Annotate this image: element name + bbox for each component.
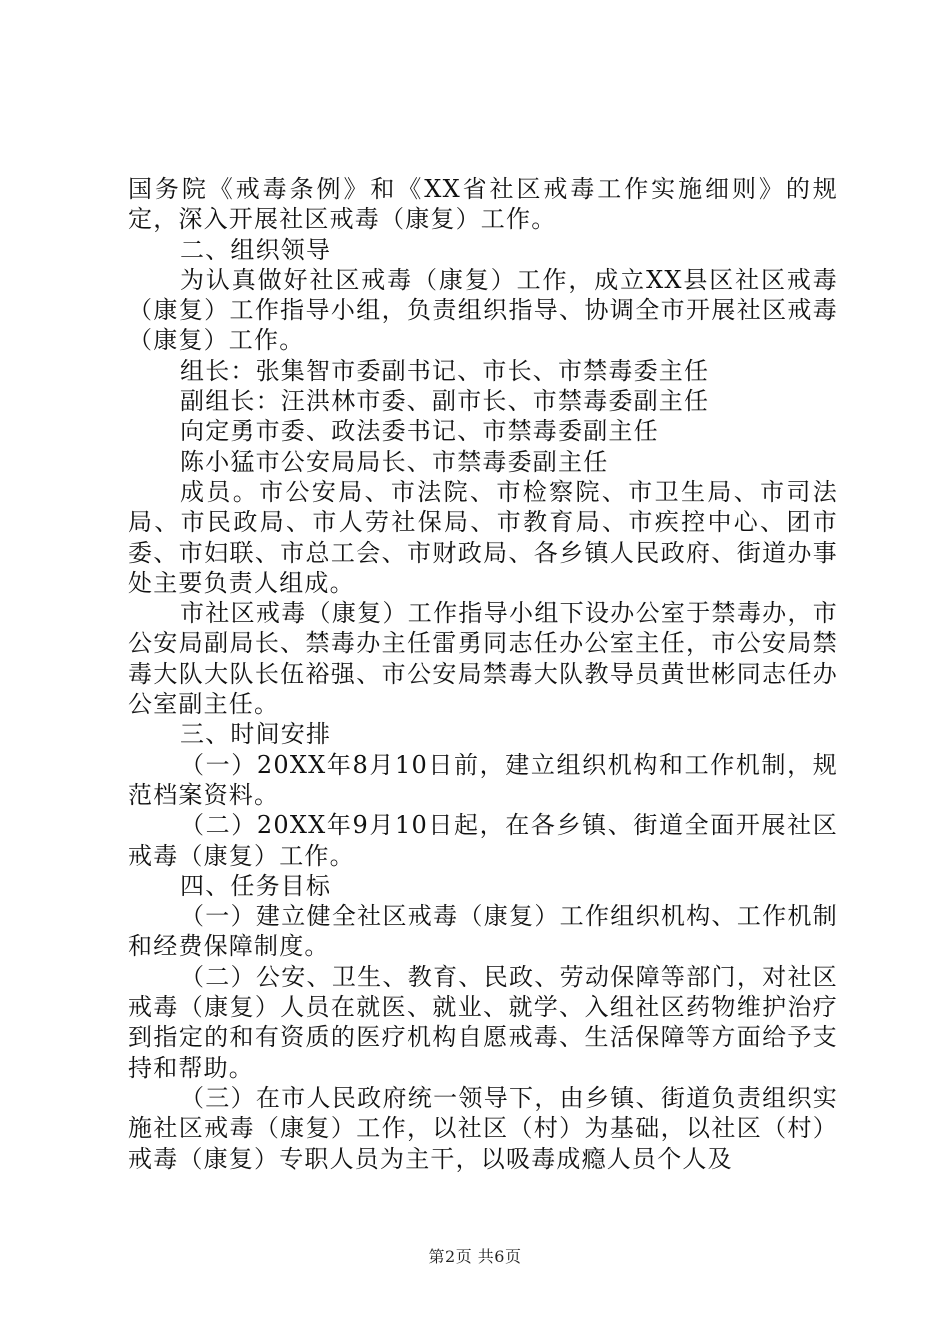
goal-item-1: （一）建立健全社区戒毒（康复）工作组织机构、工作机制和经费保障制度。 [128, 902, 838, 961]
paragraph-1: 国务院《戒毒条例》和《XX省社区戒毒工作实施细则》的规定，深入开展社区戒毒（康复）工作。 [128, 175, 838, 234]
office-paragraph: 市社区戒毒（康复）工作指导小组下设办公室于禁毒办，市公安局副局长、禁毒办主任雷勇同志任办公室主任，市公安局禁毒大队大队长伍裕强、市公安局禁毒大队教导员黄世彬同志任办公室副主任。 [128, 599, 838, 719]
deputy-leader-line: 副组长：汪洪林市委、副市长、市禁毒委副主任 [180, 387, 710, 416]
deputy-leader-line-3: 陈小猛市公安局局长、市禁毒委副主任 [180, 447, 609, 476]
section-heading-organization: 二、组织领导 [180, 235, 332, 264]
section-heading-goals: 四、任务目标 [180, 871, 332, 900]
schedule-item-1: （一）20XX年8月10日前，建立组织机构和工作机制，规范档案资料。 [128, 750, 838, 809]
paragraph-3: 为认真做好社区戒毒（康复）工作，成立XX县区社区戒毒（康复）工作指导小组，负责组织指导、协调全市开展社区戒毒（康复）工作。 [128, 265, 838, 355]
document-body [128, 174, 838, 1174]
deputy-leader-line-2: 向定勇市委、政法委书记、市禁毒委副主任 [180, 417, 659, 446]
members-paragraph: 成员。市公安局、市法院、市检察院、市卫生局、市司法局、市民政局、市人劳社保局、市教育局、市疾控中心、团市委、市妇联、市总工会、市财政局、各乡镇人民政府、街道办事处主要负责人组成。 [128, 477, 838, 597]
goal-item-3: （三）在市人民政府统一领导下，由乡镇、街道负责组织实施社区戒毒（康复）工作，以社区（村）为基础，以社区（村）戒毒（康复）专职人员为主干，以吸毒成瘾人员个人及 [128, 1083, 838, 1173]
section-heading-schedule: 三、时间安排 [180, 720, 332, 749]
group-leader-line: 组长：张集智市委副书记、市长、市禁毒委主任 [180, 356, 710, 385]
schedule-item-2: （二）20XX年9月10日起，在各乡镇、街道全面开展社区戒毒（康复）工作。 [128, 811, 838, 870]
goal-item-2: （二）公安、卫生、教育、民政、劳动保障等部门，对社区戒毒（康复）人员在就医、就业、就学、入组社区药物维护治疗到指定的和有资质的医疗机构自愿戒毒、生活保障等方面给予支持和帮助。 [128, 962, 838, 1082]
page-footer: 第2页 共6页 [428, 1247, 522, 1266]
